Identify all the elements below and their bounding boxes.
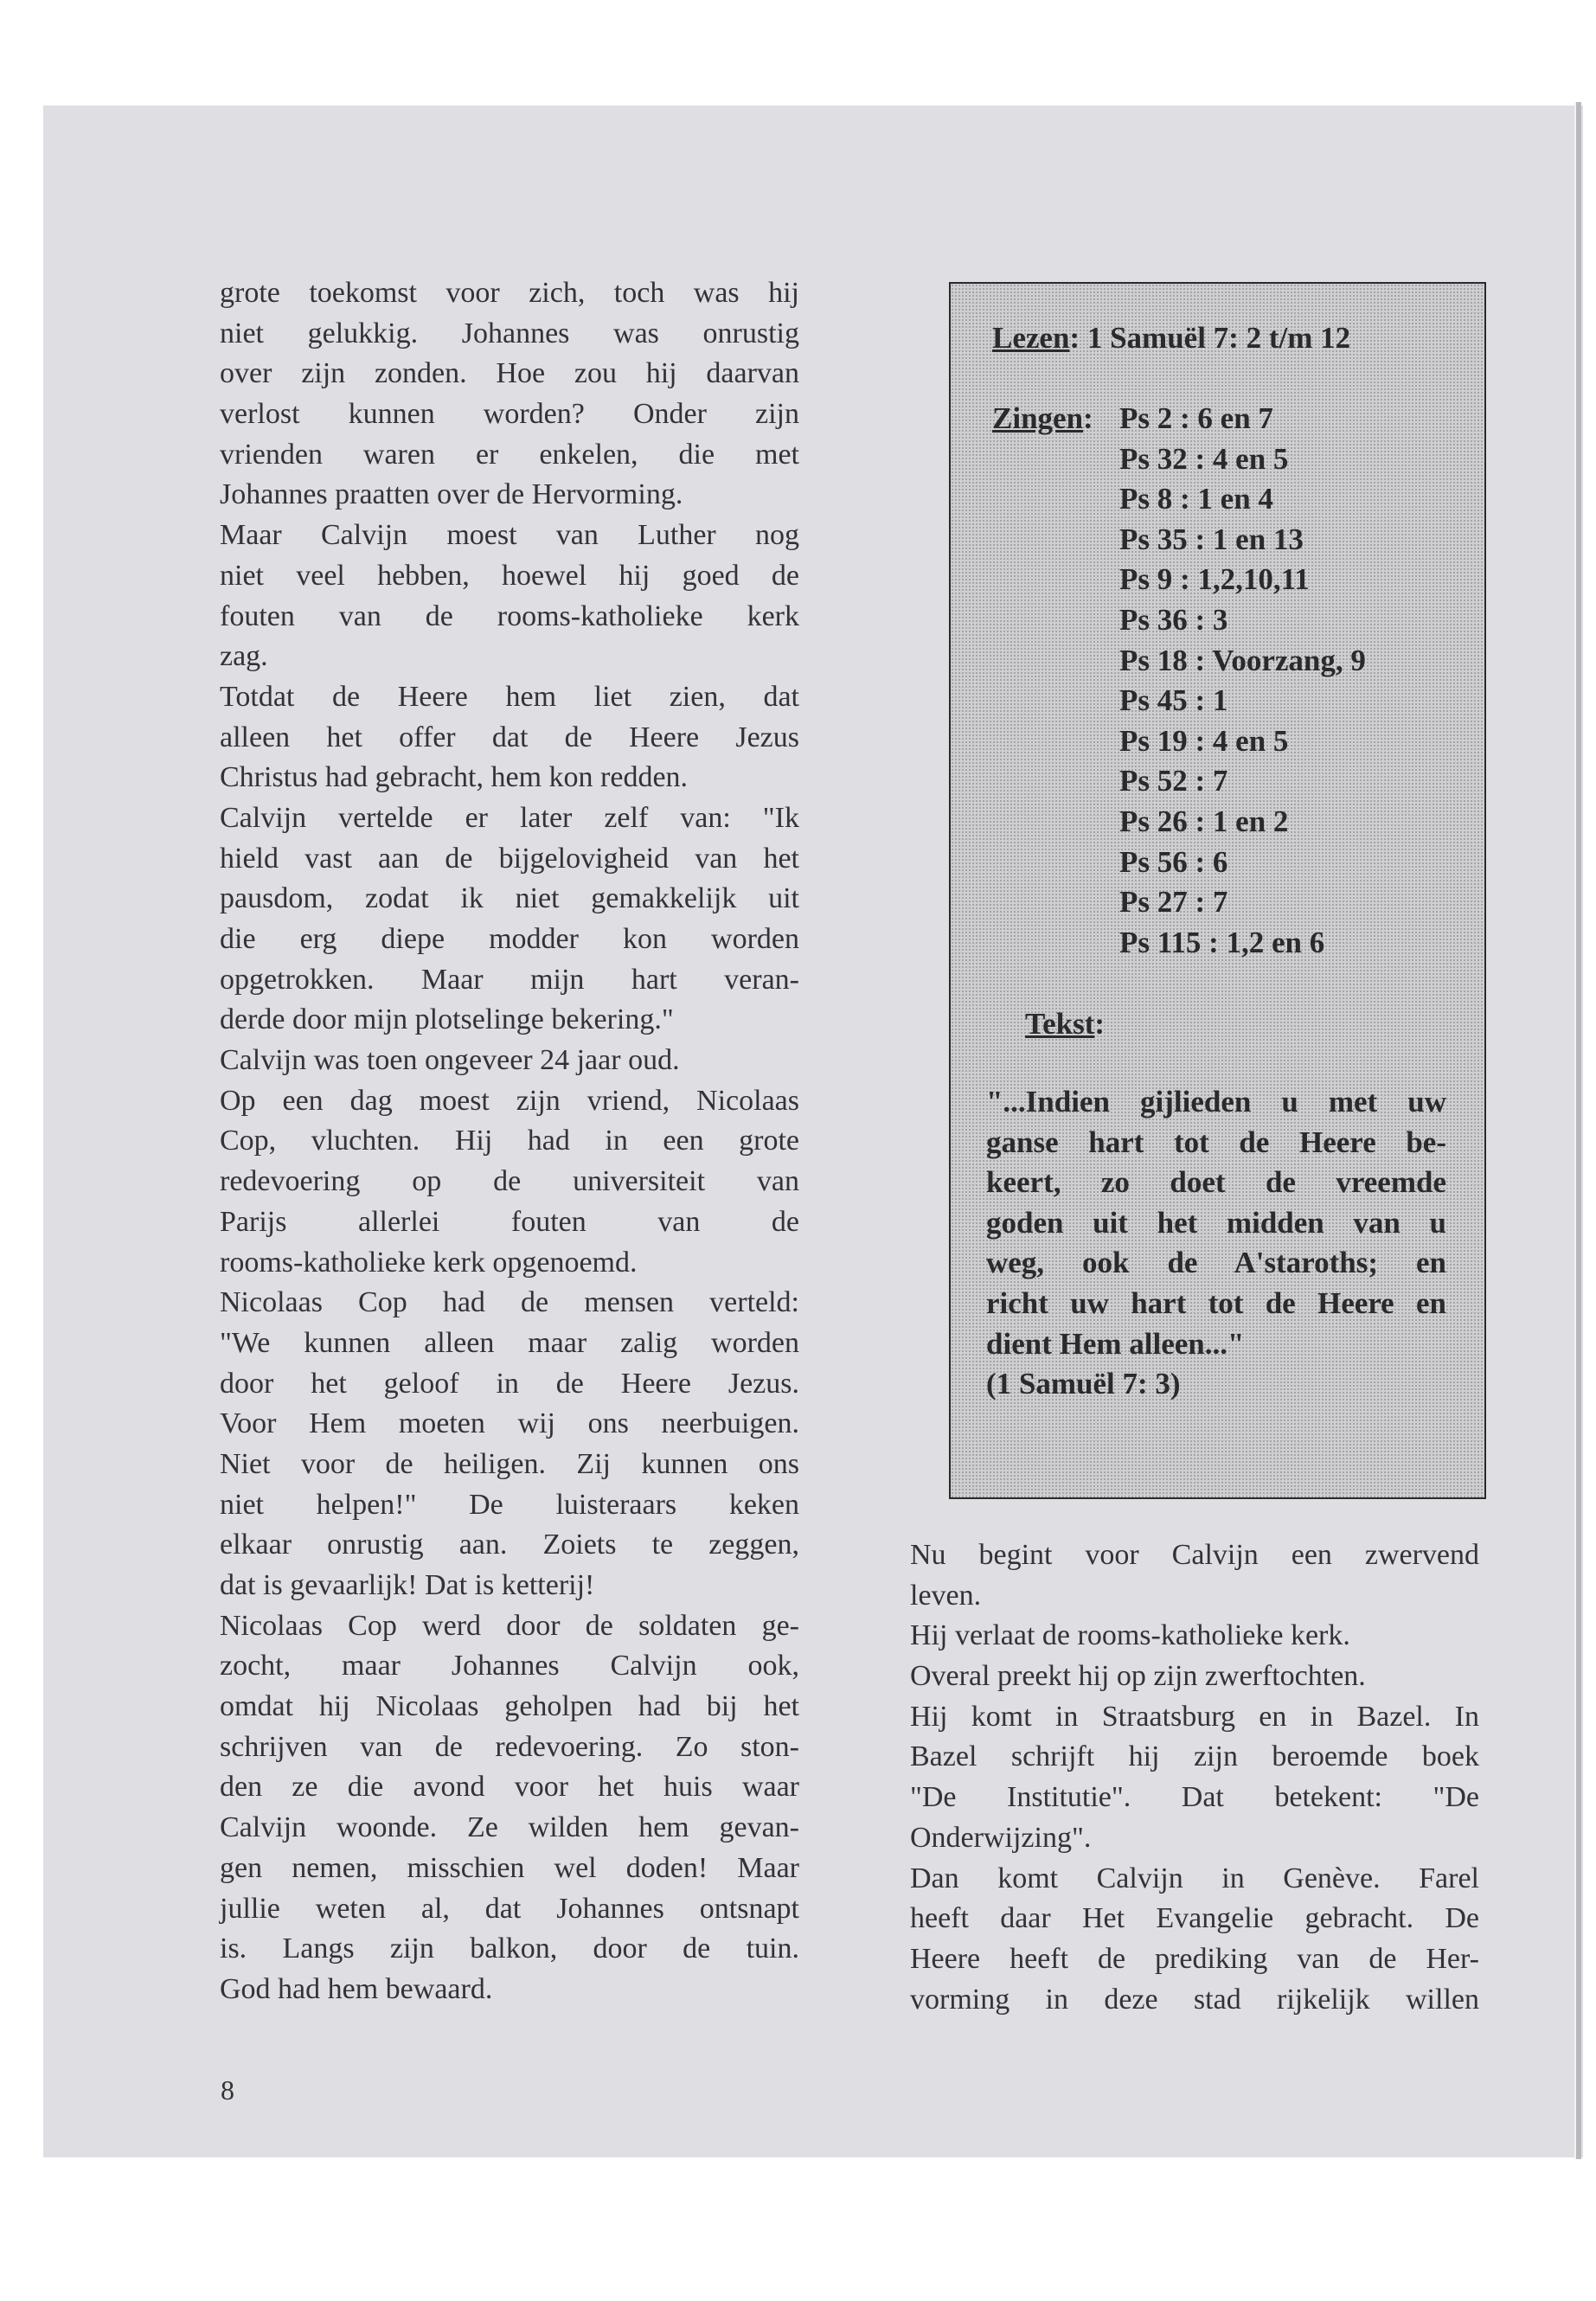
quote-line: (1 Samuël 7: 3) <box>986 1367 1181 1401</box>
text-line: Johannes praatten over de Hervorming. <box>220 478 683 511</box>
text-line: Dan komt Calvijn in Genève. Farel <box>910 1862 1479 1894</box>
text-line: Nicolaas Cop had de mensen verteld: <box>220 1286 799 1319</box>
text-line: rooms-katholieke kerk opgenoemd. <box>220 1246 638 1279</box>
text-line: den ze die avond voor het huis waar <box>220 1771 799 1804</box>
text-line: Parijs allerlei fouten van de <box>220 1205 799 1238</box>
text-line: vorming in deze stad rijkelijk willen <box>910 1983 1479 2016</box>
text-line: Christus had gebracht, hem kon redden. <box>220 761 689 794</box>
text-line: zag. <box>220 640 268 673</box>
quote-line: weg, ook de A'staroths; en <box>986 1246 1446 1280</box>
text-line: niet gelukkig. Johannes was onrustig <box>220 317 799 349</box>
text-line: Onderwijzing". <box>910 1821 1092 1854</box>
quote-line: ganse hart tot de Heere be- <box>986 1125 1446 1159</box>
text-line: Maar Calvijn moest van Luther nog <box>220 519 799 552</box>
psalm-item: Ps 32 : 4 en 5 <box>1119 441 1289 476</box>
page-number: 8 <box>221 2074 234 2106</box>
psalm-item: Ps 19 : 4 en 5 <box>1119 723 1289 758</box>
text-line: die erg diepe modder kon worden <box>220 923 799 955</box>
text-line: Op een dag moest zijn vriend, Nicolaas <box>220 1084 799 1117</box>
psalm-item: Ps 45 : 1 <box>1119 683 1228 718</box>
text-line: dat is gevaarlijk! Dat is ketterij! <box>220 1569 595 1601</box>
text-line: leven. <box>910 1579 982 1612</box>
text-line: Hij komt in Straatsburg en in Bazel. In <box>910 1700 1479 1733</box>
text-line: opgetrokken. Maar mijn hart veran- <box>220 963 799 996</box>
text-line: Nu begint voor Calvijn een zwervend <box>910 1539 1479 1571</box>
quote-line: dient Hem alleen..." <box>986 1326 1245 1361</box>
quote-line: richt uw hart tot de Heere en <box>986 1285 1446 1320</box>
lezen-label: Lezen <box>992 321 1070 355</box>
text-line: over zijn zonden. Hoe zou hij daarvan <box>220 357 799 390</box>
text-line: grote toekomst voor zich, toch was hij <box>220 277 799 309</box>
text-line: fouten van de rooms-katholieke kerk <box>220 599 799 632</box>
text-line: alleen het offer dat de Heere Jezus <box>220 721 799 753</box>
quote-line: "...Indien gijlieden u met uw <box>986 1085 1446 1118</box>
tekst-line <box>1025 1004 1105 1045</box>
reading-info-box <box>949 282 1486 1499</box>
zingen-line <box>992 399 1093 439</box>
text-line: redevoering op de universiteit van <box>220 1165 799 1198</box>
text-line: elkaar onrustig aan. Zoiets te zeggen, <box>220 1529 799 1561</box>
text-line: is. Langs zijn balkon, door de tuin. <box>220 1932 799 1965</box>
left-text-column <box>220 273 799 2010</box>
zingen-colon: : <box>1083 401 1093 435</box>
text-line: verlost kunnen worden? Onder zijn <box>220 398 799 431</box>
text-line: God had hem bewaard. <box>220 1972 493 2005</box>
psalm-item: Ps 52 : 7 <box>1119 764 1228 798</box>
text-line: Calvijn vertelde er later zelf van: "Ik <box>220 801 799 834</box>
psalm-item: Ps 35 : 1 en 13 <box>1119 522 1304 556</box>
text-line: Bazel schrijft hij zijn beroemde boek <box>910 1740 1479 1773</box>
text-line: "We kunnen alleen maar zalig worden <box>220 1326 799 1359</box>
book-spine-edge <box>1574 102 1581 2159</box>
tekst-label: Tekst <box>1025 1007 1095 1041</box>
text-line: vrienden waren er enkelen, die met <box>220 438 799 471</box>
text-line: Nicolaas Cop werd door de soldaten ge- <box>220 1609 799 1642</box>
psalm-item: Ps 56 : 6 <box>1119 844 1228 879</box>
text-line: "De Institutie". Dat betekent: "De <box>910 1781 1479 1814</box>
text-line: zocht, maar Johannes Calvijn ook, <box>220 1650 799 1682</box>
lezen-line <box>992 318 1350 359</box>
right-text-column <box>910 1535 1479 2020</box>
quote-line: keert, zo doet de vreemde <box>986 1165 1446 1200</box>
text-line: Voor Hem moeten wij ons neerbuigen. <box>220 1407 799 1440</box>
text-line: Niet voor de heiligen. Zij kunnen ons <box>220 1447 799 1480</box>
text-line: pausdom, zodat ik niet gemakkelijk uit <box>220 882 799 915</box>
text-line: jullie weten al, dat Johannes ontsnapt <box>220 1892 799 1925</box>
text-line: Overal preekt hij op zijn zwerftochten. <box>910 1660 1366 1693</box>
text-line: Heere heeft de prediking van de Her- <box>910 1942 1479 1975</box>
text-line: omdat hij Nicolaas geholpen had bij het <box>220 1690 799 1723</box>
text-line: niet veel hebben, hoewel hij goed de <box>220 559 799 592</box>
psalm-item: Ps 36 : 3 <box>1119 602 1228 637</box>
text-line: Calvijn was toen ongeveer 24 jaar oud. <box>220 1044 680 1077</box>
quote-line: goden uit het midden van u <box>986 1205 1446 1240</box>
psalm-item: Ps 27 : 7 <box>1119 885 1228 920</box>
text-line: Calvijn woonde. Ze wilden hem gevan- <box>220 1811 799 1844</box>
text-line: door het geloof in de Heere Jezus. <box>220 1367 799 1400</box>
text-line: niet helpen!" De luisteraars keken <box>220 1488 799 1521</box>
lezen-value: : 1 Samuël 7: 2 t/m 12 <box>1069 321 1351 355</box>
text-line: derde door mijn plotselinge bekering." <box>220 1003 674 1036</box>
psalm-item: Ps 18 : Voorzang, 9 <box>1119 643 1366 677</box>
bible-quote <box>986 1082 1446 1405</box>
psalm-item: Ps 26 : 1 en 2 <box>1119 804 1289 838</box>
psalm-item: Ps 115 : 1,2 en 6 <box>1119 925 1325 959</box>
text-line: heeft daar Het Evangelie gebracht. De <box>910 1902 1479 1935</box>
text-line: Hij verlaat de rooms-katholieke kerk. <box>910 1619 1350 1652</box>
text-line: schrijven van de redevoering. Zo ston- <box>220 1730 799 1763</box>
psalm-list <box>1119 399 1366 963</box>
psalm-item: Ps 9 : 1,2,10,11 <box>1119 562 1310 597</box>
text-line: gen nemen, misschien wel doden! Maar <box>220 1851 799 1884</box>
text-line: hield vast aan de bijgelovigheid van het <box>220 842 799 875</box>
tekst-colon: : <box>1094 1007 1106 1041</box>
text-line: Totdat de Heere hem liet zien, dat <box>220 680 799 713</box>
zingen-label: Zingen <box>992 401 1084 435</box>
psalm-item: Ps 2 : 6 en 7 <box>1119 401 1273 435</box>
text-line: Cop, vluchten. Hij had in een grote <box>220 1125 799 1157</box>
psalm-item: Ps 8 : 1 en 4 <box>1119 482 1273 516</box>
